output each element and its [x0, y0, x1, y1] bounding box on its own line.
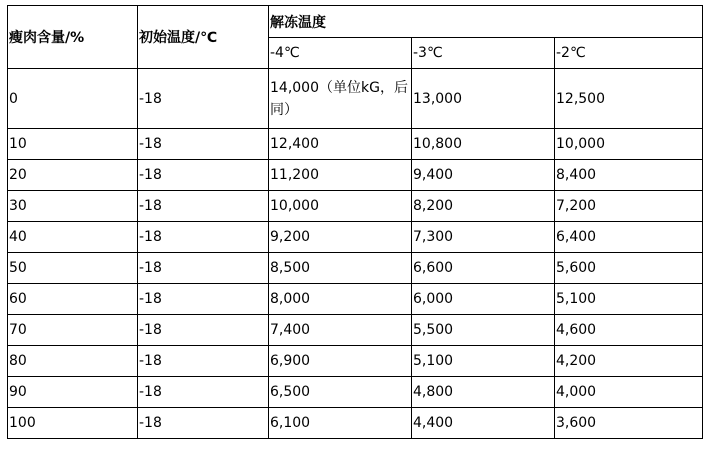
cell-value-minus-2: 10,000 — [555, 129, 703, 160]
header-thaw-minus-4: -4℃ — [269, 38, 412, 69]
cell-value-minus-3: 10,800 — [412, 129, 555, 160]
cell-value-minus-4: 7,400 — [269, 315, 412, 346]
cell-value-minus-4: 9,200 — [269, 222, 412, 253]
cell-value-minus-4: 8,000 — [269, 284, 412, 315]
cell-lean: 70 — [8, 315, 138, 346]
header-thaw-minus-2: -2℃ — [555, 38, 703, 69]
cell-value-minus-2: 4,200 — [555, 346, 703, 377]
table-row — [8, 191, 703, 222]
cell-value-minus-2: 7,200 — [555, 191, 703, 222]
cell-value-minus-2: 5,100 — [555, 284, 703, 315]
cell-lean: 60 — [8, 284, 138, 315]
cell-value-minus-2: 3,600 — [555, 408, 703, 439]
cell-initial-temp: -18 — [138, 129, 269, 160]
cell-lean: 50 — [8, 253, 138, 284]
header-initial-temp: 初始温度/℃ — [138, 6, 269, 69]
cell-lean: 30 — [8, 191, 138, 222]
header-thaw-temp: 解冻温度 — [269, 6, 703, 38]
header-row-top — [8, 6, 703, 38]
header-lean-meat: 瘦肉含量/% — [8, 6, 138, 69]
table-row — [8, 69, 703, 129]
cell-lean: 100 — [8, 408, 138, 439]
cell-initial-temp: -18 — [138, 160, 269, 191]
cell-value-minus-3: 5,100 — [412, 346, 555, 377]
cell-value-minus-3: 13,000 — [412, 69, 555, 129]
cell-initial-temp: -18 — [138, 222, 269, 253]
cell-value-minus-3: 8,200 — [412, 191, 555, 222]
cell-value-minus-3: 6,600 — [412, 253, 555, 284]
cell-initial-temp: -18 — [138, 284, 269, 315]
cell-value-minus-4: 6,100 — [269, 408, 412, 439]
cell-value-minus-4: 6,900 — [269, 346, 412, 377]
cell-initial-temp: -18 — [138, 408, 269, 439]
cell-initial-temp: -18 — [138, 253, 269, 284]
table-row — [8, 346, 703, 377]
table-row — [8, 377, 703, 408]
cell-initial-temp: -18 — [138, 377, 269, 408]
cell-value-minus-3: 6,000 — [412, 284, 555, 315]
cell-value-minus-4: 10,000 — [269, 191, 412, 222]
cell-lean: 10 — [8, 129, 138, 160]
table-row — [8, 284, 703, 315]
cell-initial-temp: -18 — [138, 69, 269, 129]
cell-value-minus-3: 7,300 — [412, 222, 555, 253]
cell-initial-temp: -18 — [138, 315, 269, 346]
cell-value-minus-3: 4,400 — [412, 408, 555, 439]
table-row — [8, 315, 703, 346]
cell-value-minus-2: 12,500 — [555, 69, 703, 129]
cell-value-minus-4: 11,200 — [269, 160, 412, 191]
cell-lean: 0 — [8, 69, 138, 129]
cell-lean: 80 — [8, 346, 138, 377]
cell-value-minus-3: 5,500 — [412, 315, 555, 346]
cell-value-minus-2: 8,400 — [555, 160, 703, 191]
cell-value-minus-3: 4,800 — [412, 377, 555, 408]
cell-value-minus-2: 4,600 — [555, 315, 703, 346]
cell-value-minus-2: 6,400 — [555, 222, 703, 253]
table-row — [8, 129, 703, 160]
cell-value-minus-4: 14,000（单位kG，后同） — [269, 69, 412, 129]
cell-value-minus-3: 9,400 — [412, 160, 555, 191]
cell-lean: 90 — [8, 377, 138, 408]
table-row — [8, 253, 703, 284]
cell-initial-temp: -18 — [138, 191, 269, 222]
cell-lean: 20 — [8, 160, 138, 191]
cell-value-minus-4: 12,400 — [269, 129, 412, 160]
cell-value-minus-4: 8,500 — [269, 253, 412, 284]
table-row — [8, 160, 703, 191]
cell-initial-temp: -18 — [138, 346, 269, 377]
table-row — [8, 408, 703, 439]
header-thaw-minus-3: -3℃ — [412, 38, 555, 69]
cell-value-minus-2: 4,000 — [555, 377, 703, 408]
cell-value-minus-4: 6,500 — [269, 377, 412, 408]
cell-lean: 40 — [8, 222, 138, 253]
table-row — [8, 222, 703, 253]
thaw-data-table — [7, 5, 703, 439]
cell-value-minus-2: 5,600 — [555, 253, 703, 284]
